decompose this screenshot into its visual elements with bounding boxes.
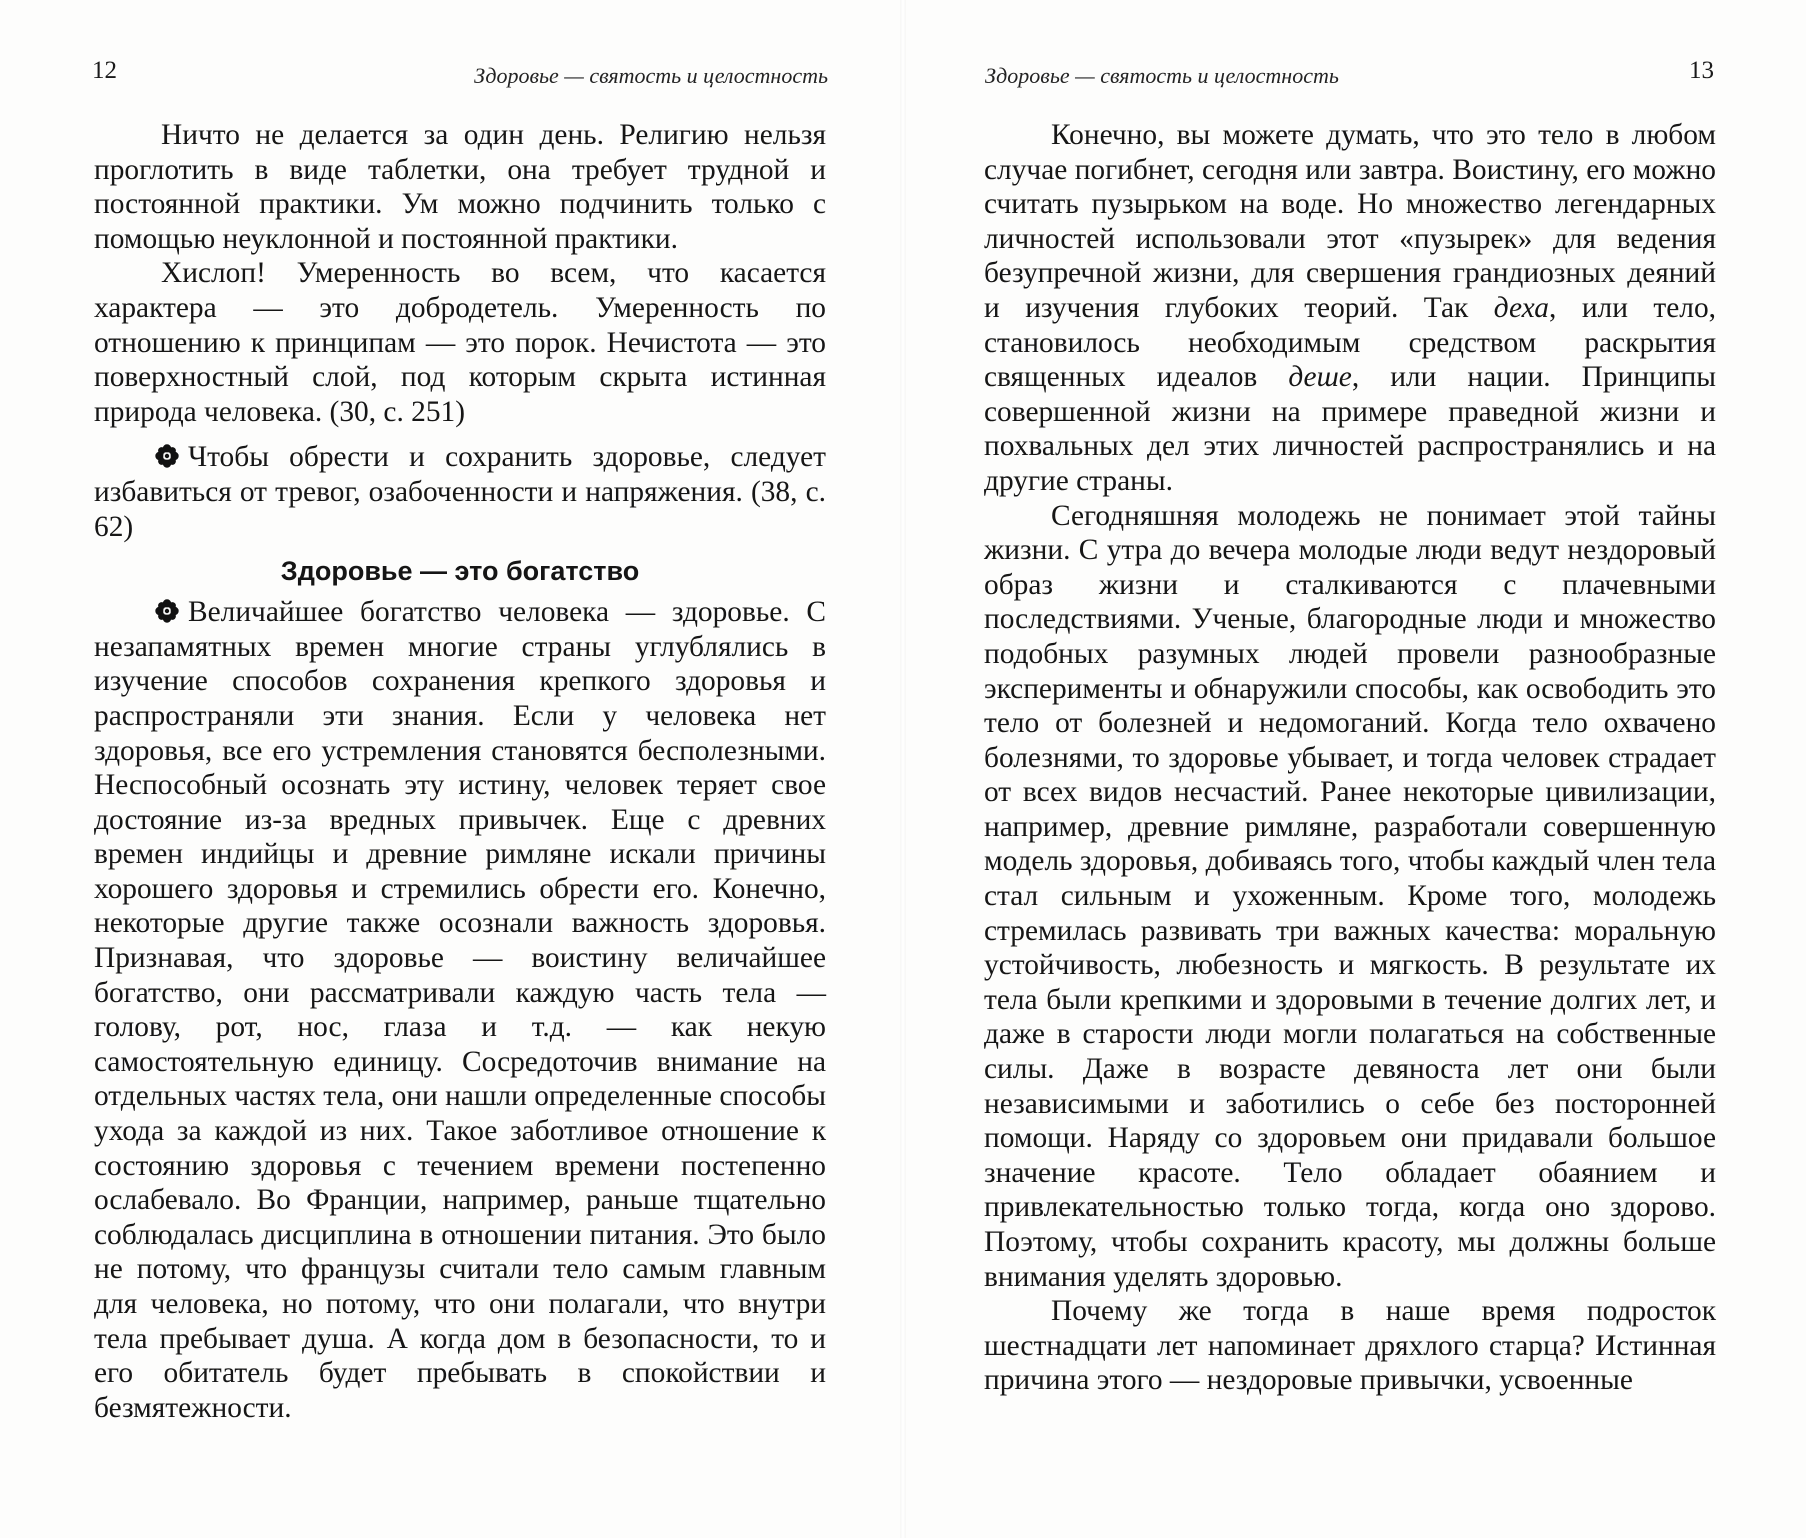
quote-item [94,440,826,544]
paragraph: Хислоп! Умеренность во всем, что касается характера — это добродетель. Умеренность по отношению к принципам — это порок. Нечистота — это поверхностный слой, под которым скрыта истинная природа человека. (30, с. 251) [94,257,826,428]
quote-item-text: Чтобы обрести и сохранить здоровье, следует избавиться от тревог, озабоченности и напряжения. (38, с. 62) [94,441,826,543]
paragraph: Почему же тогда в наше время подросток шестнадцати лет напоминает дряхлого старца? Истинная причина этого — нездоровые привычки, усвоенные [984,1295,1716,1397]
section-heading: Здоровье — это богатство [280,556,640,587]
flower-icon [154,598,180,624]
right-page [903,0,1806,1538]
text-run: , или нации. Принципы совершенной жизни на примере праведной жизни и похвальных дел этих личностей распространялись и на другие страны. [984,361,1716,497]
text-run: Конечно, вы можете думать, что это тело в любом случае погибнет, сегодня или завтра. Воистину, его можно считать пузырьком на воде. Но множество легендарных личностей использовали этот «пузырек» для ведения безупречной жизни, для свершения грандиозных деяний и изучения глубоких теорий. Так [984,119,1716,324]
right-text-block [984,118,1716,1398]
running-head: Здоровье — святость и целостность [985,63,1339,88]
italic-term: деше [1288,361,1352,394]
text-run: , или тело, становилось необходимым средством раскрытия священных идеалов [984,291,1717,394]
italic-term: деха [1493,291,1550,324]
paragraph: Сегодняшняя молодежь не понимает этой тайны жизни. С утра до вечера молодые люди ведут нездоровый образ жизни и сталкиваются с плачевными последствиями. Ученые, благородные люди и множество подобных разумных людей провели разнообразные эксперименты и обнаружили способы, как освободить это тело от болезней и недомоганий. Когда тело охвачено болезнями, то здоровье убывает, и тогда человек страдает от всех видов несчастий. Ранее некоторые цивилизации, например, древние римляне, разработали совершенную модель здоровья, добиваясь того, чтобы каждый член тела стал сильным и ухоженным. Кроме того, молодежь стремилась развивать три важных качества: моральную устойчивость, любезность и мягкость. В результате их тела были крепкими и здоровыми в течение долгих лет, и даже в старости люди могли полагаться на собственные силы. Даже в возрасте девяноста лет они были независимыми и заботились о себе без посторонней помощи. Наряду со здоровьем они придавали большое значение красоте. Тело обладает обаянием и привлекательностью только тогда, когда оно здорово. Поэтому, чтобы сохранить красоту, мы должны больше внимания уделять здоровью. [984,499,1716,1293]
running-head: Здоровье — святость и целостность [474,63,828,88]
quote-item-text: Величайшее богатство человека — здоровье. С незапамятных времен многие страны углублялись в изучение способов сохранения крепкого здоровья и распространяли эти знания. Если у человека нет здоровья, все его устремления становятся бесполезными. Неспособный осознать эту истину, человек теряет свое достояние из-за вредных привычек. Еще с древних времен индийцы и древние римляне искали причины хорошего здоровья и стремились обрести его. Конечно, некоторые другие также осознали важность здоровья. Признавая, что здоровье — воистину величайшее богатство, они рассматривали каждую часть тела — голову, рот, нос, глаза и т.д. — как некую самостоятельную единицу. Сосредоточив внимание на отдельных частях тела, они нашли определенные способы ухода за каждой из них. Такое заботливое отношение к состоянию здоровья с течением времени постепенно ослабевало. Во Франции, например, раньше тщательно соблюдалась дисциплина в отношении питания. Это было не потому, что французы считали тело самым главным для человека, но потому, что они полагали, что внутри тела пребывает душа. А когда дом в безопасности, то и его обитатель будет пребывать в спокойствии и безмятежности. [94,596,826,1424]
page-number: 12 [92,57,117,84]
quote-item [94,595,826,1425]
paragraph [984,118,1716,499]
page-number: 13 [1689,57,1714,84]
left-text-block [94,118,826,1425]
flower-icon [154,443,180,469]
paragraph: Ничто не делается за один день. Религию нельзя проглотить в виде таблетки, она требует трудной и постоянной практики. Ум можно подчинить только с помощью неуклонной и постоянной практики. [94,119,826,255]
